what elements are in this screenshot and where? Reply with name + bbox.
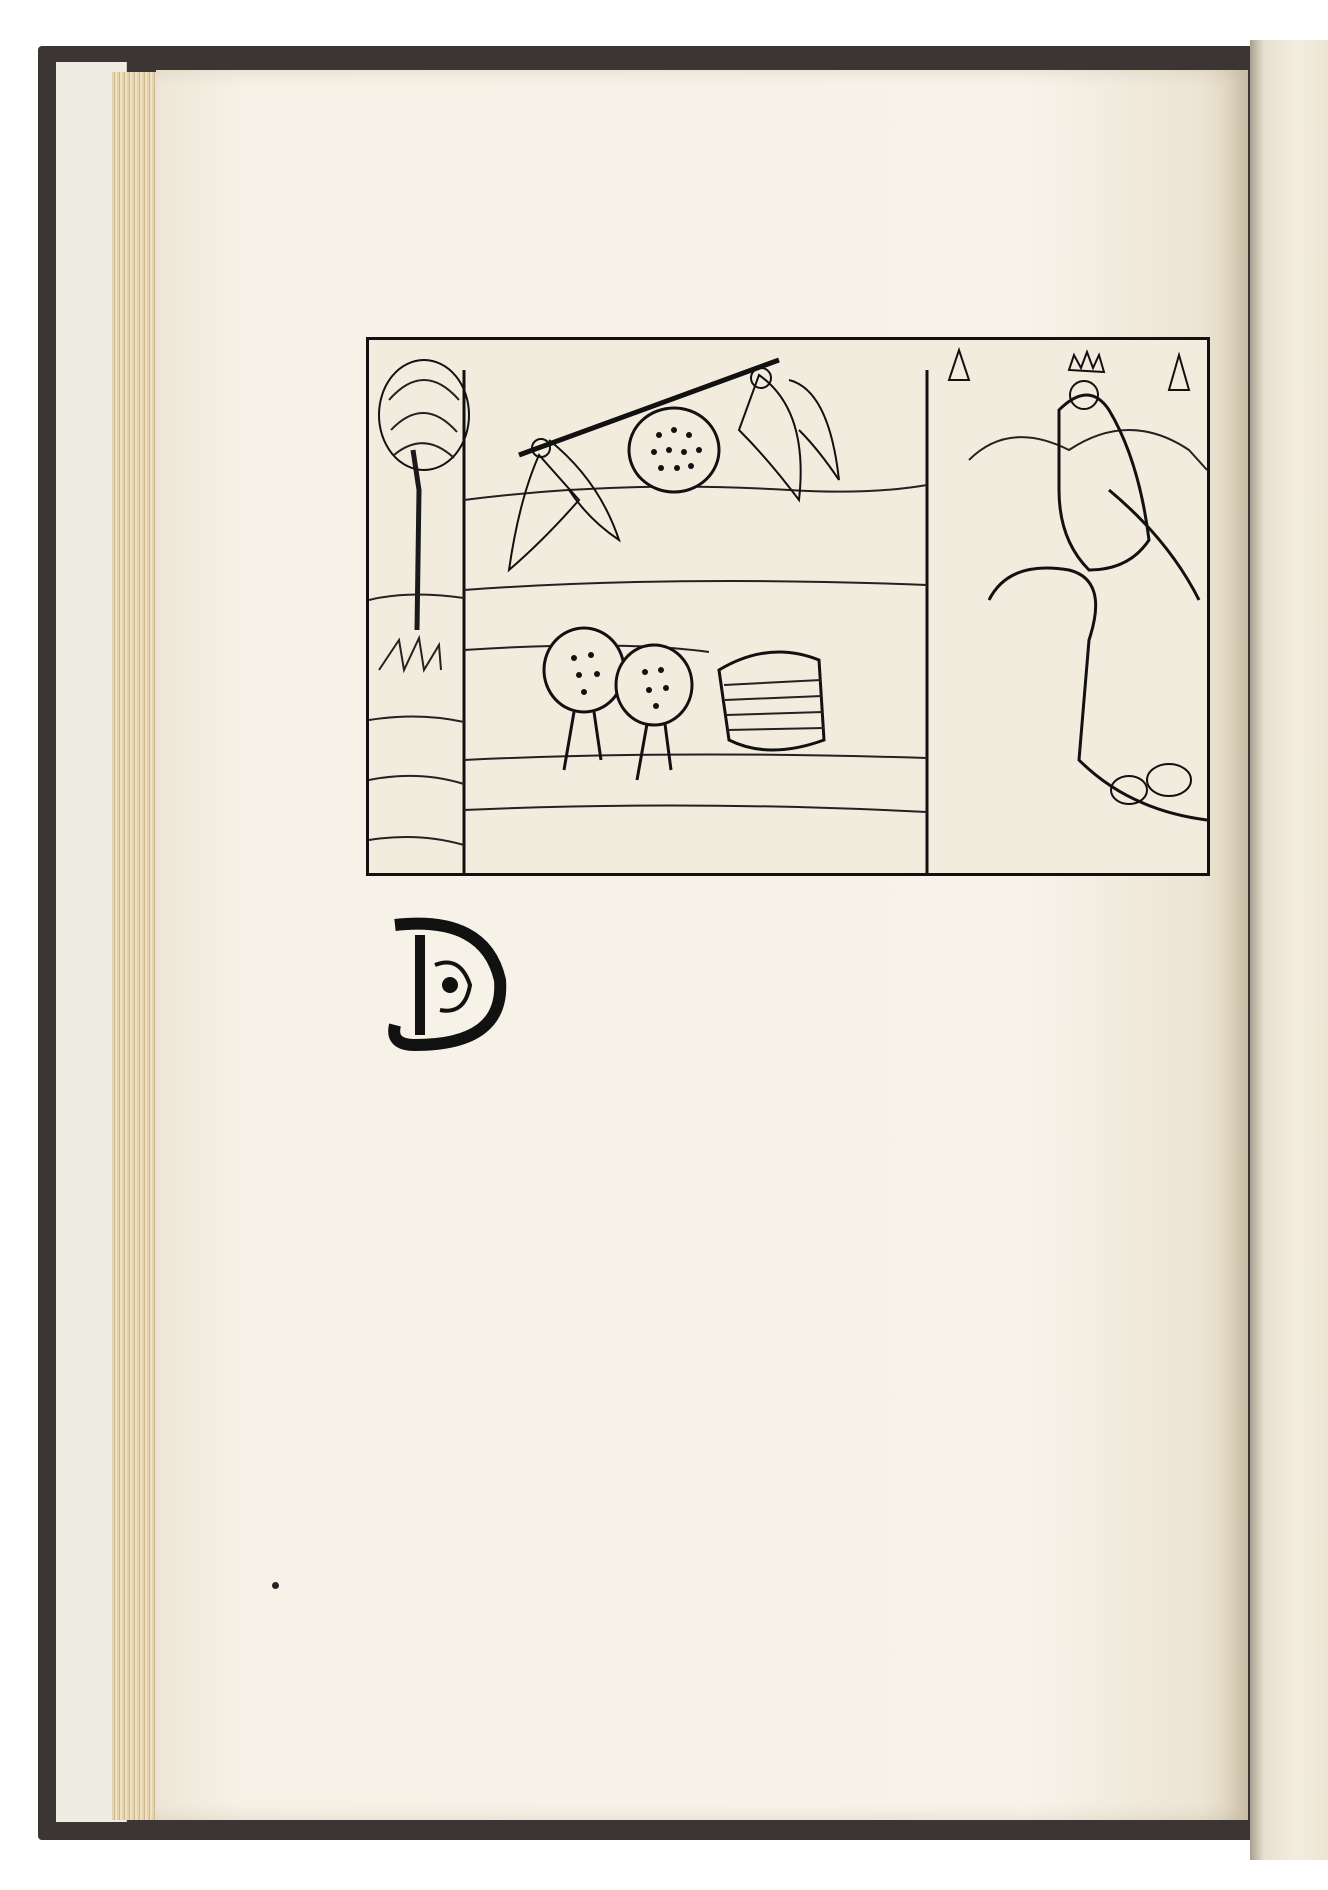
right-page-fragment [1250,40,1328,1860]
margin-mark [272,1582,279,1589]
decorated-initial [375,905,515,1055]
book-page [156,70,1248,1820]
chapter-heading [398,262,1243,291]
heading-line-1 [398,262,1243,291]
woodcut-illustration [366,337,1210,876]
page-edges [112,72,158,1820]
